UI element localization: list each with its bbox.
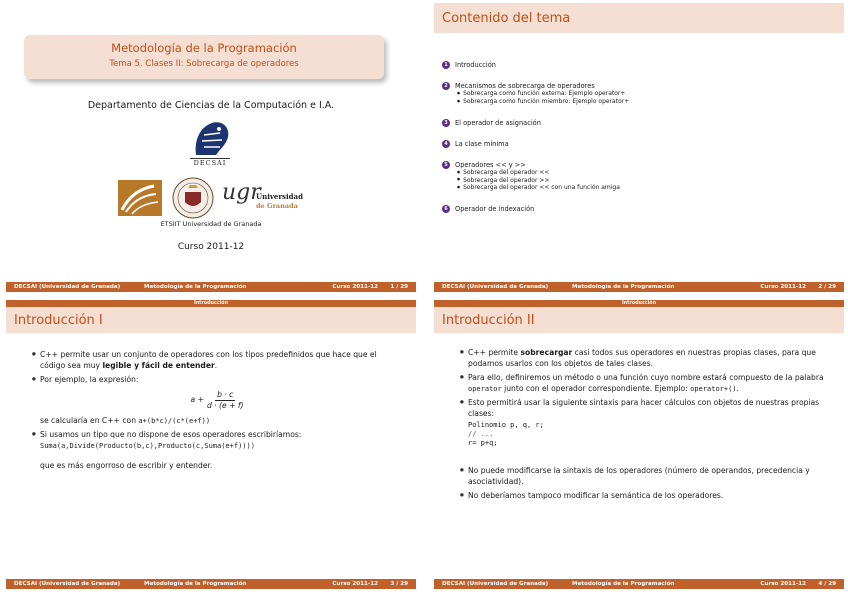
calc-line [32,416,402,427]
slide-title: Introducción I [6,307,416,333]
toc-item[interactable] [442,82,834,90]
toc-label: Introducción [455,61,496,69]
toc-label: Operadores << y >> [455,160,526,169]
section-bar: Introducción [434,300,844,307]
toc-item[interactable] [442,119,834,127]
toc-subitems [457,169,834,192]
formula-left: a + [190,395,204,405]
footer-year: Curso 2011-12 [332,581,378,587]
slide-footer [6,282,416,292]
toc-subitem[interactable]: ● Sobrecarga del operador << [457,169,549,176]
ugr-university-text: Universidad [256,192,303,201]
bullet-item [460,491,830,502]
toc-subitem[interactable]: ● Sobrecarga como función miembro: Ejemplo operator+ [457,98,629,105]
toc-number: 3 [442,119,450,127]
bullet-code: operator [468,384,502,393]
bullet-text-end: . [214,360,218,370]
bullet-bold: legible y fácil de entender [102,360,215,370]
toc-label: Operador de indexación [455,204,535,213]
footer-page: 4 / 29 [818,581,836,587]
footer-course: Metodología de la Programación [144,581,247,587]
bullet-item [32,375,402,386]
code-block [460,421,830,448]
footer-year: Curso 2011-12 [760,581,806,587]
section-bar: Introducción [6,300,416,307]
presentation-title: Metodología de la Programación [111,41,297,55]
slide-footer [434,282,844,292]
bullet-item [460,348,830,369]
toc-item[interactable] [442,140,834,148]
bullet-item [460,398,830,419]
bullet-text: No deberíamos tampoco modificar la semántica de los operadores. [468,491,724,500]
toc-label: Mecanismos de sobrecarga de operadores [455,82,595,90]
toc-item[interactable] [442,205,834,213]
closing-text: que es más engorroso de escribir y entender. [40,461,213,470]
ugr-logo-text: ugr [222,180,261,205]
bullet-text: Por ejemplo, la expresión: [40,375,139,384]
slide-title: Contenido del tema [434,3,844,33]
ugr-granada-text: de Granada [256,202,298,210]
toc-item[interactable] [442,161,834,169]
toc-number: 6 [442,205,450,213]
slide-footer [434,579,844,589]
slide-footer [6,579,416,589]
ugr-crest-icon [168,176,218,220]
footer-page: 2 / 29 [818,284,836,290]
formula-numerator: b · c [215,390,235,402]
bullet-text: No puede modificarse la sintaxis de los operadores (número de operandos, precedencia y asociatividad). [468,466,810,486]
footer-author: DECSAI (Universidad de Granada) [442,284,549,290]
footer-course: Metodología de la Programación [572,284,675,290]
code-line: r= p+q; [468,439,498,447]
formula [32,390,402,412]
footer-course: Metodología de la Programación [144,284,247,290]
bullet-list [32,350,402,472]
bullet-item [32,430,402,441]
bullet-text: Para ello, definiremos un método o una función cuyo nombre estará compuesto de la palabra [468,373,824,382]
table-of-contents [442,61,834,213]
decsai-logo-text: DECSAI [190,158,230,167]
footer-author: DECSAI (Universidad de Granada) [14,284,121,290]
course-year: Curso 2011-12 [177,242,245,252]
code-line: Suma(a,Divide(Producto(b,c),Producto(c,Suma(e+f)))) [40,441,255,450]
bullet-text: C++ permite usar un conjunto de operadores con los tipos predefinidos que hace que el código sea muy [40,350,377,370]
footer-author: DECSAI (Universidad de Granada) [14,581,121,587]
bullet-text: Esto permitirá usar la siguiente sintaxis para hacer cálculos con objetos de nuestras propias clases: [468,398,820,418]
bullet-text: Si usamos un tipo que no dispone de esos operadores escribiríamos: [40,430,302,439]
toc-subitem[interactable]: ● Sobrecarga como función externa: Ejemplo operator+ [457,90,625,97]
etsiit-logo-icon [118,180,162,216]
toc-number: 4 [442,140,450,148]
bullet-text: C++ permite [468,348,521,357]
formula-denominator: d · (e + f) [206,401,244,410]
toc-subitems [457,90,834,106]
university-logos [118,176,318,220]
toc-item[interactable] [442,61,834,69]
calc-text: se calcularía en C++ con [40,415,139,425]
slide-3 [6,300,416,589]
school-name: ETSIIT Universidad de Granada [160,220,262,228]
toc-label: La clase mínima [455,139,509,148]
toc-subitem[interactable]: ● Sobrecarga del operador >> [457,177,549,184]
presentation-subtitle: Tema 5. Clases II: Sobrecarga de operadores [109,59,299,69]
toc-label: El operador de asignación [455,118,541,127]
bullet-code: operator+() [690,384,737,393]
slide-title: Introducción II [434,307,844,333]
code-comment: // ... [468,430,494,438]
department: Departamento de Ciencias de la Computación e I.A. [87,100,335,111]
footer-course: Metodología de la Programación [572,581,675,587]
footer-author: DECSAI (Universidad de Granada) [442,581,549,587]
bullet-item [460,373,830,394]
bullet-text-mid: junto con el operador correspondiente. Ejemplo: [501,383,691,393]
bullet-bold: sobrecargar [520,348,573,357]
code-line: Polinomio p, q, r; [468,421,544,429]
bullet-text-end: casi todos sus operadores en nuestras propias clases, para que podamos usarlos con los objetos de tales clases. [468,348,816,368]
title-box [24,35,384,79]
slide-1 [6,3,416,292]
toc-number: 5 [442,161,450,169]
footer-year: Curso 2011-12 [760,284,806,290]
slide-2 [434,3,844,292]
bullet-item [460,466,830,487]
toc-number: 2 [442,82,450,90]
toc-number: 1 [442,61,450,69]
slide-4 [434,300,844,589]
calc-code: a+(b*c)/(c*(e+f)) [138,416,211,425]
toc-subitem[interactable]: ● Sobrecarga del operador << con una función amiga [457,184,620,191]
bullet-list [460,348,830,506]
footer-page: 1 / 29 [390,284,408,290]
bullet-item [32,350,402,371]
bullet-text-end: . [736,383,739,393]
footer-year: Curso 2011-12 [332,284,378,290]
footer-page: 3 / 29 [390,581,408,587]
